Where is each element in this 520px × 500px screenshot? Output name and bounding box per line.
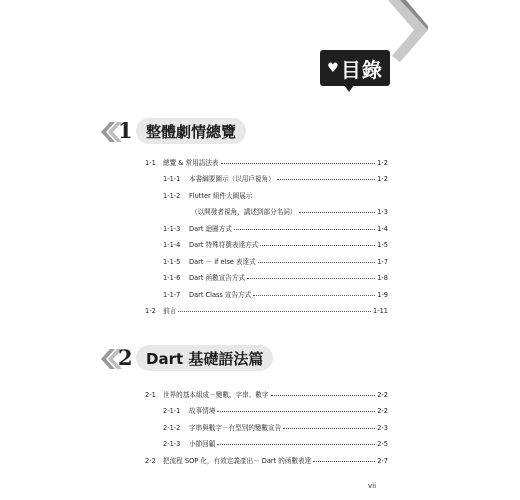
entry-page: 1-8 bbox=[377, 274, 388, 282]
dot-leader bbox=[253, 295, 375, 296]
badge-pointer bbox=[344, 85, 354, 92]
entry-title: Dart 函數宣告方式 bbox=[189, 274, 246, 282]
dot-leader bbox=[217, 411, 375, 412]
toc-entry[interactable] bbox=[145, 438, 388, 448]
contents-badge bbox=[320, 50, 390, 86]
toc-entry[interactable] bbox=[145, 239, 388, 249]
entry-page: 2-5 bbox=[377, 440, 388, 448]
toc-entry[interactable] bbox=[145, 289, 388, 299]
entry-number: 1-2 bbox=[145, 307, 156, 315]
corner-decoration bbox=[388, 0, 428, 70]
toc-entry[interactable] bbox=[145, 405, 388, 415]
toc-entry[interactable] bbox=[145, 305, 388, 315]
toc-entry[interactable] bbox=[145, 455, 388, 465]
heart-icon: ♥ bbox=[327, 60, 339, 76]
entry-number: 1-1-7 bbox=[163, 291, 181, 299]
entry-number: 1-1-5 bbox=[163, 258, 181, 266]
entry-number: 1-1-3 bbox=[163, 225, 181, 233]
entry-page: 1-9 bbox=[377, 291, 388, 299]
chapter-1-heading bbox=[96, 116, 256, 150]
chapter-title: Dart 基礎語法篇 bbox=[136, 345, 273, 371]
toc-entry[interactable] bbox=[145, 173, 388, 183]
toc-entry[interactable] bbox=[145, 272, 388, 282]
entry-title: 總覽 & 常用語法表 bbox=[163, 159, 219, 167]
entry-title: 字串與數字－有型別的變數宣告 bbox=[189, 424, 282, 432]
toc-entry[interactable] bbox=[145, 157, 388, 167]
entry-number: 1-1-2 bbox=[163, 192, 181, 200]
chapter-title: 整體劇情總覽 bbox=[136, 118, 246, 144]
chapter-number: 1 bbox=[118, 118, 133, 143]
dot-leader bbox=[217, 444, 375, 445]
entry-number: 1-1 bbox=[145, 159, 156, 167]
toc-entry[interactable] bbox=[145, 223, 388, 233]
entry-page: 2-2 bbox=[377, 407, 388, 415]
dot-leader bbox=[234, 229, 375, 230]
chapter-number: 2 bbox=[118, 345, 133, 370]
dot-leader bbox=[221, 163, 376, 164]
entry-page: 1-5 bbox=[377, 241, 388, 249]
contents-title: 目錄 bbox=[340, 57, 383, 82]
entry-page: 1-2 bbox=[377, 175, 388, 183]
entry-number: 1-1-1 bbox=[163, 175, 181, 183]
entry-page: 1-3 bbox=[377, 208, 388, 216]
entry-title: Dart － if else 表達式 bbox=[189, 258, 256, 266]
dot-leader bbox=[260, 245, 375, 246]
dot-leader bbox=[247, 278, 375, 279]
entry-title: 前言 bbox=[163, 307, 177, 315]
chapter-2-heading bbox=[96, 343, 264, 377]
toc-entry[interactable] bbox=[145, 256, 388, 266]
entry-title: Dart Class 宣告方式 bbox=[189, 291, 252, 299]
dot-leader bbox=[271, 395, 376, 396]
entry-number: 2-2 bbox=[145, 457, 156, 465]
entry-page: 2-3 bbox=[377, 424, 388, 432]
entry-number: 2-1-2 bbox=[163, 424, 181, 432]
entry-number: 1-1-6 bbox=[163, 274, 181, 282]
entry-page: 1-2 bbox=[377, 159, 388, 167]
toc-entry[interactable] bbox=[145, 389, 388, 399]
entry-title: Dart 迴圈方式 bbox=[189, 225, 232, 233]
entry-number: 2-1-3 bbox=[163, 440, 181, 448]
entry-page: 1-4 bbox=[377, 225, 388, 233]
entry-title: 小節回顧 bbox=[189, 440, 216, 448]
entry-number: 2-1-1 bbox=[163, 407, 181, 415]
page-number: vii bbox=[368, 482, 377, 490]
entry-title: Flutter 組件大圖展示 bbox=[189, 192, 253, 200]
entry-number: 2-1 bbox=[145, 391, 156, 399]
entry-title: 把流程 SOP 化，有效定義產出－ Dart 的函數表達 bbox=[163, 457, 312, 465]
entry-title: 世界的基本組成－變數、字串、數字 bbox=[163, 391, 269, 399]
dot-leader bbox=[283, 428, 375, 429]
entry-page: 1-11 bbox=[373, 307, 388, 315]
entry-page: 2-2 bbox=[377, 391, 388, 399]
entry-title: （以開發者視角，講述到部分名詞） bbox=[191, 208, 297, 216]
dot-leader bbox=[299, 212, 376, 213]
dot-leader bbox=[178, 311, 371, 312]
entry-number: 1-1-4 bbox=[163, 241, 181, 249]
entry-title: 故事情境 bbox=[189, 407, 216, 415]
entry-title: Dart 特殊符號表達方式 bbox=[189, 241, 259, 249]
dot-leader bbox=[313, 461, 375, 462]
entry-title: 本書綱要圖示（以用戶視角） bbox=[189, 175, 275, 183]
entry-page: 1-7 bbox=[377, 258, 388, 266]
dot-leader bbox=[258, 262, 376, 263]
entry-page: 2-7 bbox=[377, 457, 388, 465]
toc-entry-continued[interactable] bbox=[145, 206, 388, 216]
dot-leader bbox=[277, 179, 376, 180]
toc-entry[interactable] bbox=[145, 190, 388, 200]
toc-entry[interactable] bbox=[145, 422, 388, 432]
